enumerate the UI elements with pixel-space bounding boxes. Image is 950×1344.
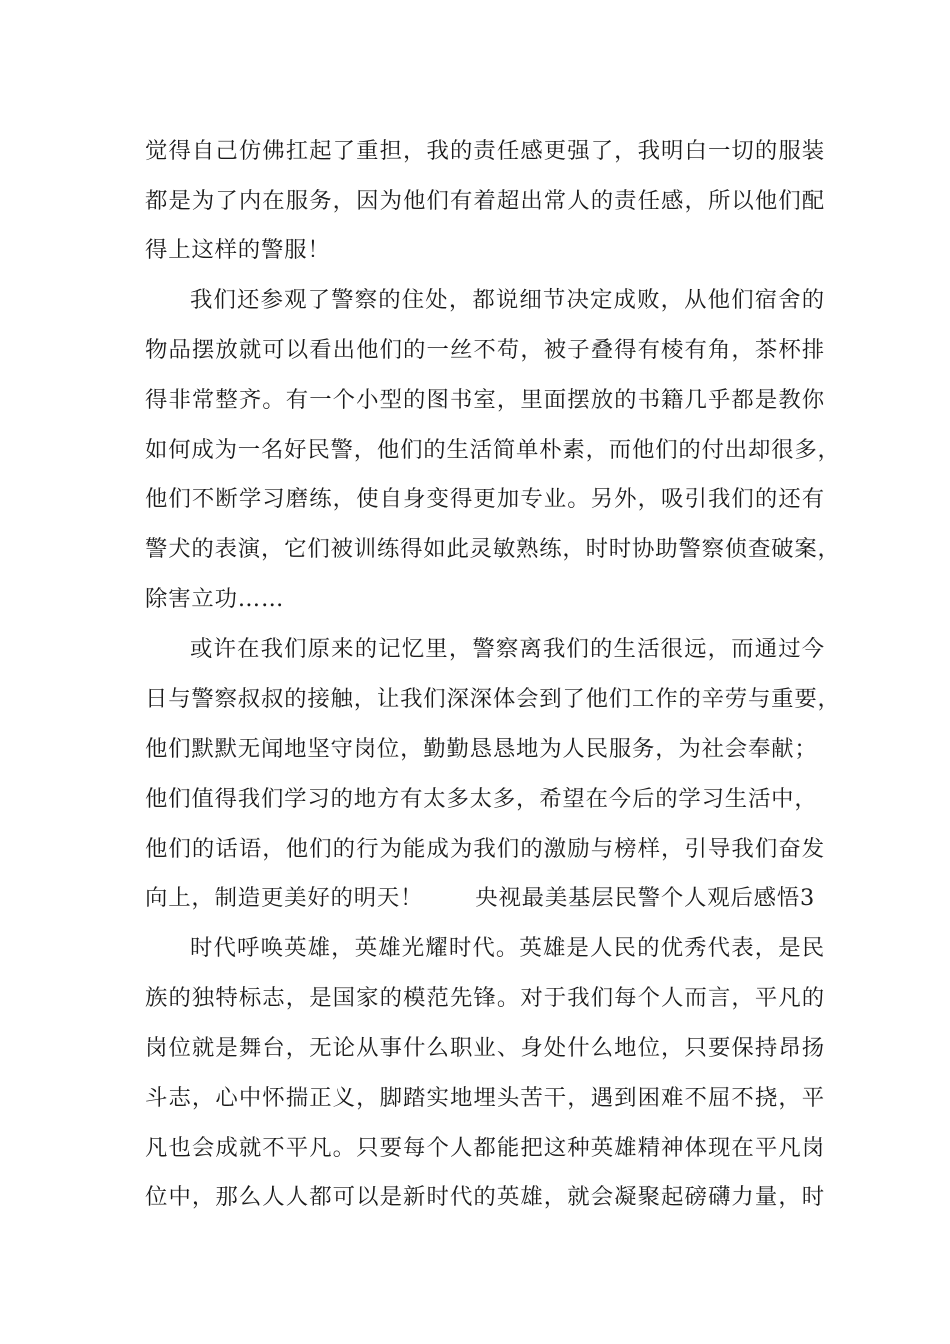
text-line-end: 向上，制造更美好的明天！ xyxy=(145,885,424,911)
text-line xyxy=(145,878,825,918)
text-line: 得上这样的警服！ xyxy=(145,237,331,263)
text-line: 族的独特标志，是国家的模范先锋。对于我们每个人而言，平凡的 xyxy=(145,985,825,1011)
section-heading: 央视最美基层民警个人观后感悟3 xyxy=(475,885,816,911)
text-line: 斗志，心中怀揣正义，脚踏实地埋头苦干，遇到困难不屈不挠，平 xyxy=(145,1085,825,1111)
text-line: 他们默默无闻地坚守岗位，勤勤恳恳地为人民服务，为社会奉献； xyxy=(145,736,818,762)
text-line: 物品摆放就可以看出他们的一丝不苟，被子叠得有棱有角，茶杯排 xyxy=(145,337,825,363)
text-line: 凡也会成就不平凡。只要每个人都能把这种英雄精神体现在平凡岗 xyxy=(145,1135,825,1161)
text-line: 或许在我们原来的记忆里，警察离我们的生活很远，而通过今 xyxy=(190,636,825,662)
text-line: 得非常整齐。有一个小型的图书室，里面摆放的书籍几乎都是教你 xyxy=(145,387,825,413)
text-line: 位中，那么人人都可以是新时代的英雄，就会凝聚起磅礴力量，时 xyxy=(145,1184,825,1210)
text-line: 都是为了内在服务，因为他们有着超出常人的责任感，所以他们配 xyxy=(145,188,825,214)
text-line: 警犬的表演，它们被训练得如此灵敏熟练，时时协助警察侦查破案， xyxy=(145,536,841,562)
text-line: 如何成为一名好民警，他们的生活简单朴素，而他们的付出却很多， xyxy=(145,437,841,463)
text-line: 他们的话语，他们的行为能成为我们的激励与榜样，引导我们奋发 xyxy=(145,836,825,862)
text-line: 时代呼唤英雄，英雄光耀时代。英雄是人民的优秀代表，是民 xyxy=(190,935,825,961)
text-line: 除害立功…… xyxy=(145,586,285,612)
text-line: 他们不断学习磨练，使自身变得更加专业。另外，吸引我们的还有 xyxy=(145,486,825,512)
text-line: 觉得自己仿佛扛起了重担，我的责任感更强了，我明白一切的服装 xyxy=(145,138,825,164)
text-line: 他们值得我们学习的地方有太多太多，希望在今后的学习生活中， xyxy=(145,786,818,812)
text-line: 岗位就是舞台，无论从事什么职业、身处什么地位，只要保持昂扬 xyxy=(145,1035,825,1061)
text-line: 我们还参观了警察的住处，都说细节决定成败，从他们宿舍的 xyxy=(190,287,825,313)
text-line: 日与警察叔叔的接触，让我们深深体会到了他们工作的辛劳与重要， xyxy=(145,686,841,712)
